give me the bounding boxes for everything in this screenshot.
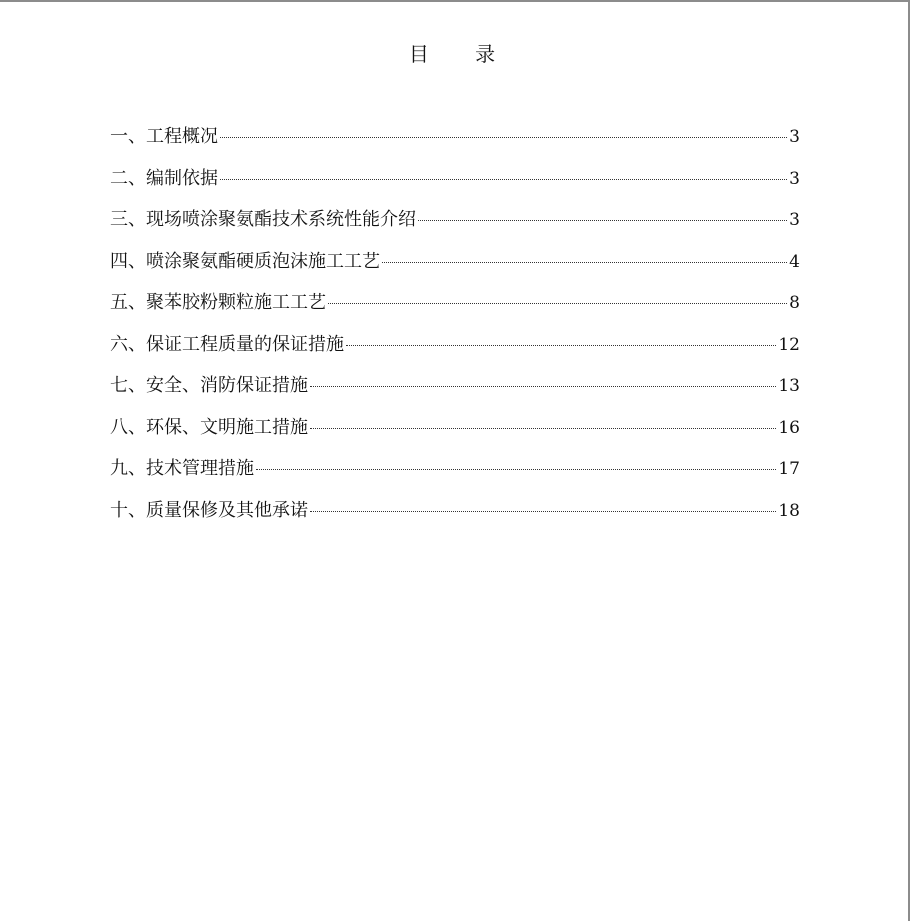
toc-dot-leader (310, 386, 776, 387)
toc-entry-9[interactable] (110, 454, 800, 496)
toc-entry-label: 七、安全、消防保证措施 (110, 375, 308, 396)
toc-dot-leader (256, 469, 776, 470)
toc-entry-label: 三、现场喷涂聚氨酯技术系统性能介绍 (110, 209, 416, 230)
toc-entry-label: 八、环保、文明施工措施 (110, 416, 308, 438)
toc-entry-label: 二、编制依据 (110, 167, 218, 189)
toc-dot-leader (310, 428, 776, 429)
toc-entry-1[interactable] (110, 122, 800, 164)
toc-dot-leader (310, 511, 776, 512)
toc-page-number: 3 (789, 127, 800, 147)
toc-entry-label: 一、工程概况 (110, 126, 218, 147)
toc-page-number: 4 (789, 251, 800, 272)
toc-entry-label: 六、保证工程质量的保证措施 (110, 333, 344, 355)
toc-dot-leader (220, 137, 787, 138)
toc-entry-2[interactable] (110, 164, 800, 206)
toc-page-number: 16 (778, 417, 800, 438)
toc-entry-10[interactable] (110, 496, 800, 538)
toc-dot-leader (328, 303, 787, 304)
toc-entry-4[interactable] (110, 247, 800, 289)
toc-page-number: 3 (789, 168, 800, 189)
toc-entry-label: 十、质量保修及其他承诺 (110, 499, 308, 521)
toc-page-number: 8 (789, 293, 800, 313)
page-title: 目 录 (408, 42, 516, 66)
toc-dot-leader (346, 345, 776, 346)
toc-entry-label: 五、聚苯胶粉颗粒施工工艺 (110, 292, 326, 313)
toc-page-number: 3 (789, 210, 800, 230)
toc-entry-label: 九、技术管理措施 (110, 458, 254, 479)
toc-entry-label: 四、喷涂聚氨酯硬质泡沫施工工艺 (110, 250, 380, 272)
toc-page-number: 12 (778, 334, 800, 355)
toc-dot-leader (220, 179, 787, 180)
toc-entry-6[interactable] (110, 330, 800, 372)
toc-page-number: 13 (778, 376, 800, 396)
toc-entry-7[interactable] (110, 371, 800, 413)
toc-dot-leader (382, 262, 787, 263)
toc-page-number: 17 (778, 459, 800, 479)
toc-dot-leader (418, 220, 787, 221)
toc-entry-8[interactable] (110, 413, 800, 455)
table-of-contents (110, 122, 800, 537)
toc-entry-3[interactable] (110, 205, 800, 247)
toc-entry-5[interactable] (110, 288, 800, 330)
toc-page-number: 18 (778, 500, 800, 521)
page-top-border (0, 0, 910, 2)
